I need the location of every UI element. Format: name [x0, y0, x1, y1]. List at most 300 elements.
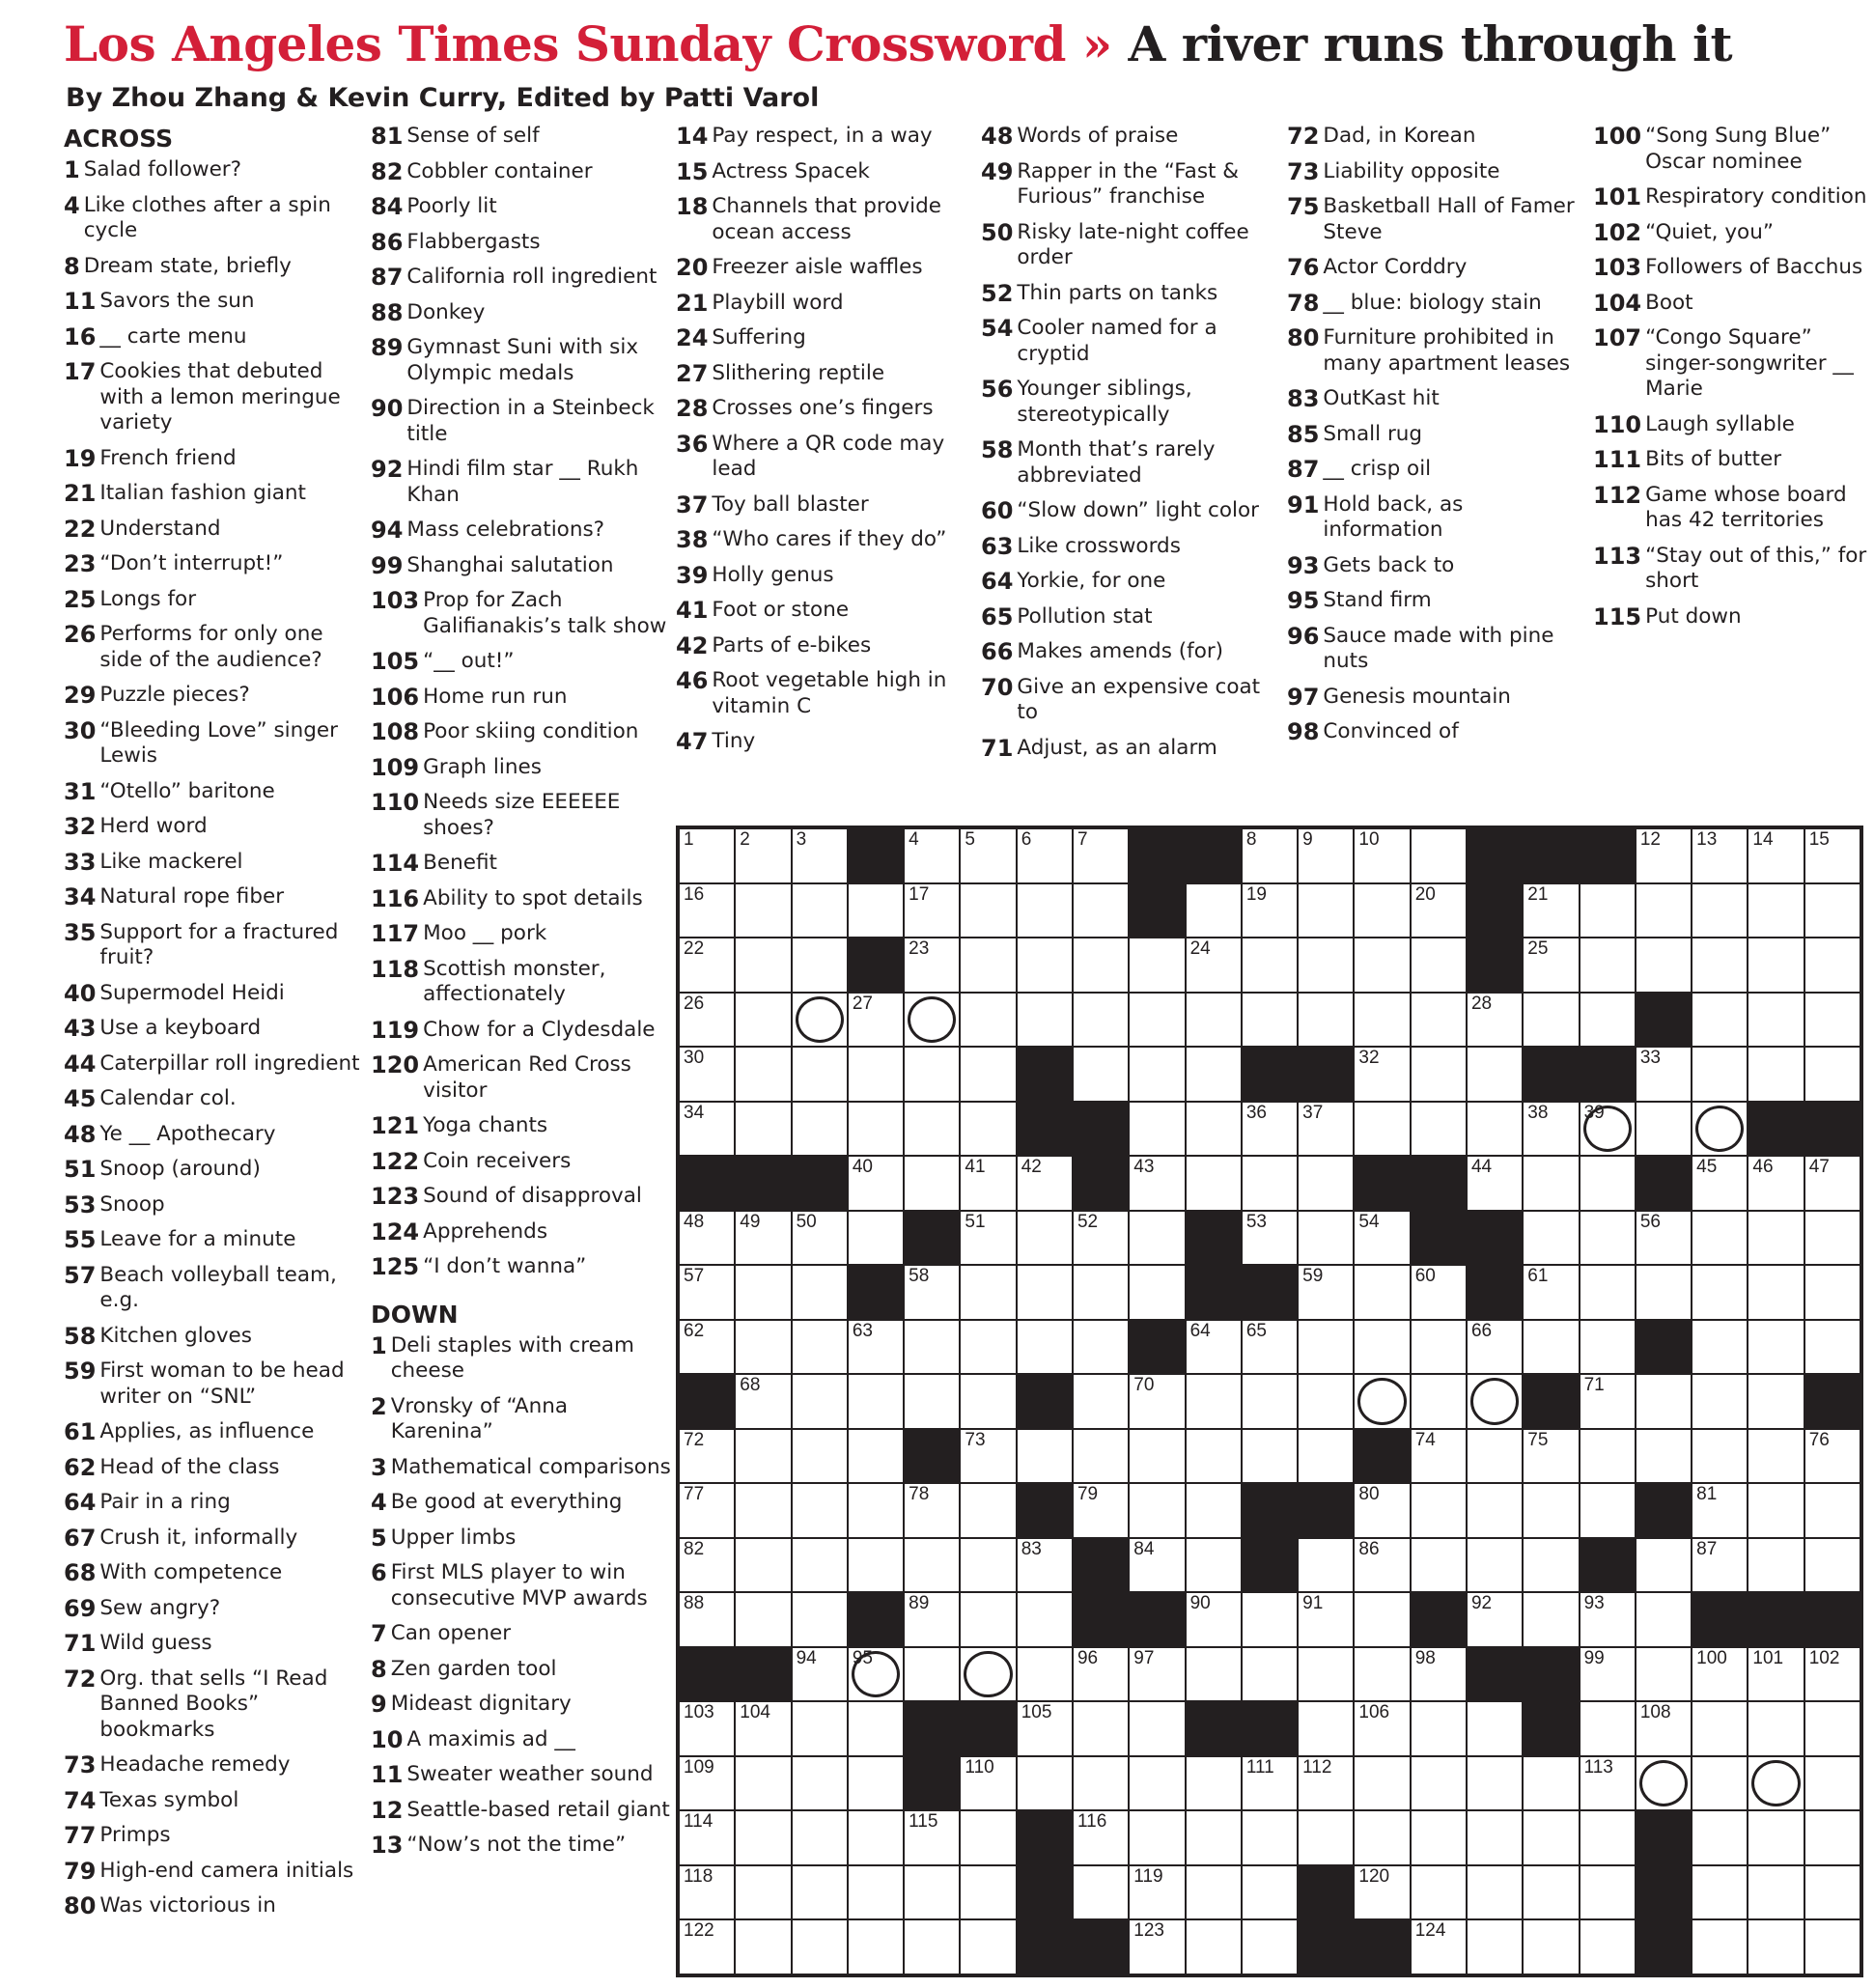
grid-cell[interactable] — [1748, 1865, 1804, 1920]
grid-cell[interactable] — [1073, 883, 1129, 938]
grid-cell[interactable] — [904, 883, 960, 938]
grid-cell[interactable] — [1748, 1211, 1804, 1266]
grid-cell[interactable] — [1523, 1483, 1579, 1538]
grid-cell[interactable] — [792, 1374, 848, 1429]
grid-cell[interactable] — [792, 828, 848, 883]
grid-cell[interactable] — [1636, 1047, 1692, 1102]
grid-cell[interactable] — [1411, 1865, 1467, 1920]
grid-cell[interactable] — [1186, 1865, 1242, 1920]
grid-cell[interactable] — [904, 1047, 960, 1102]
grid-cell[interactable] — [1636, 1538, 1692, 1593]
grid-cell[interactable] — [1804, 883, 1860, 938]
grid-cell[interactable] — [1580, 1919, 1636, 1974]
grid-cell[interactable] — [1354, 1211, 1410, 1266]
clue-item[interactable] — [64, 1560, 365, 1586]
grid-cell[interactable] — [1580, 1701, 1636, 1756]
grid-cell[interactable] — [848, 1374, 904, 1429]
grid-cell[interactable] — [792, 1483, 848, 1538]
clue-item[interactable] — [371, 1394, 672, 1445]
grid-cell[interactable] — [1129, 1865, 1185, 1920]
grid-cell[interactable] — [1636, 1211, 1692, 1266]
grid-cell[interactable] — [679, 1102, 735, 1157]
grid-cell[interactable] — [1580, 1756, 1636, 1811]
grid-cell[interactable] — [1467, 1592, 1523, 1647]
grid-cell[interactable] — [1467, 1701, 1523, 1756]
clue-item[interactable] — [371, 1184, 672, 1210]
clue-item[interactable] — [64, 1051, 365, 1078]
grid-cell[interactable] — [1467, 1756, 1523, 1811]
grid-cell[interactable] — [1467, 1429, 1523, 1484]
grid-cell[interactable] — [1017, 1538, 1073, 1593]
clue-item[interactable] — [676, 291, 977, 317]
grid-cell[interactable] — [1129, 938, 1185, 993]
clue-item[interactable] — [64, 157, 365, 183]
grid-cell[interactable] — [679, 1865, 735, 1920]
grid-cell[interactable] — [1748, 1538, 1804, 1593]
grid-cell[interactable] — [1186, 993, 1242, 1048]
grid-cell[interactable] — [960, 938, 1016, 993]
grid-cell[interactable] — [1580, 1429, 1636, 1484]
grid-cell[interactable] — [1523, 883, 1579, 938]
grid-cell[interactable] — [1411, 1647, 1467, 1702]
clue-item[interactable] — [371, 685, 672, 711]
grid-cell[interactable] — [1242, 828, 1298, 883]
grid-cell[interactable] — [1411, 938, 1467, 993]
grid-cell[interactable] — [1692, 1320, 1748, 1375]
grid-cell[interactable] — [679, 828, 735, 883]
grid-cell[interactable] — [1748, 993, 1804, 1048]
clue-item[interactable] — [676, 194, 977, 245]
grid-cell[interactable] — [1186, 1374, 1242, 1429]
grid-cell[interactable] — [1636, 1429, 1692, 1484]
clue-item[interactable] — [371, 1560, 672, 1611]
grid-cell[interactable] — [1186, 1592, 1242, 1647]
grid-cell[interactable] — [848, 1647, 904, 1702]
grid-cell[interactable] — [960, 1865, 1016, 1920]
grid-cell[interactable] — [1017, 1756, 1073, 1811]
grid-cell[interactable] — [1354, 938, 1410, 993]
grid-cell[interactable] — [1804, 1756, 1860, 1811]
clue-item[interactable] — [64, 850, 365, 876]
grid-cell[interactable] — [1017, 1211, 1073, 1266]
grid-cell[interactable] — [1467, 1865, 1523, 1920]
clue-item[interactable] — [981, 675, 1282, 726]
grid-cell[interactable] — [1467, 1374, 1523, 1429]
grid-cell[interactable] — [1242, 1810, 1298, 1865]
grid-cell[interactable] — [1804, 1320, 1860, 1375]
grid-cell[interactable] — [1298, 1701, 1354, 1756]
clue-item[interactable] — [64, 289, 365, 315]
clue-item[interactable] — [371, 1657, 672, 1683]
grid-cell[interactable] — [1748, 1756, 1804, 1811]
grid-cell[interactable] — [1692, 1647, 1748, 1702]
grid-cell[interactable] — [904, 1592, 960, 1647]
grid-cell[interactable] — [735, 883, 791, 938]
grid-cell[interactable] — [1017, 1265, 1073, 1320]
grid-cell[interactable] — [1298, 1211, 1354, 1266]
clue-item[interactable] — [371, 1149, 672, 1175]
grid-cell[interactable] — [1017, 993, 1073, 1048]
clue-item[interactable] — [371, 1254, 672, 1280]
grid-cell[interactable] — [1242, 1647, 1298, 1702]
clue-item[interactable] — [64, 884, 365, 910]
grid-cell[interactable] — [848, 993, 904, 1048]
grid-cell[interactable] — [1748, 1429, 1804, 1484]
clue-item[interactable] — [676, 325, 977, 351]
grid-cell[interactable] — [1580, 1374, 1636, 1429]
grid-cell[interactable] — [1186, 1810, 1242, 1865]
clue-item[interactable] — [1593, 604, 1873, 630]
clue-item[interactable] — [676, 396, 977, 422]
clue-item[interactable] — [1593, 447, 1873, 473]
grid-cell[interactable] — [1186, 1429, 1242, 1484]
grid-cell[interactable] — [1073, 1374, 1129, 1429]
grid-cell[interactable] — [1804, 993, 1860, 1048]
clue-item[interactable] — [371, 159, 672, 185]
grid-cell[interactable] — [1129, 1538, 1185, 1593]
clue-item[interactable] — [371, 921, 672, 947]
clue-item[interactable] — [1287, 685, 1588, 711]
clue-item[interactable] — [64, 481, 365, 507]
clue-item[interactable] — [371, 457, 672, 508]
grid-cell[interactable] — [1692, 1756, 1748, 1811]
clue-item[interactable] — [64, 1526, 365, 1552]
grid-cell[interactable] — [848, 1538, 904, 1593]
clue-item[interactable] — [371, 1455, 672, 1481]
grid-cell[interactable] — [848, 1483, 904, 1538]
grid-cell[interactable] — [1242, 1919, 1298, 1974]
grid-cell[interactable] — [1411, 1047, 1467, 1102]
grid-cell[interactable] — [1242, 883, 1298, 938]
grid-cell[interactable] — [1129, 1701, 1185, 1756]
grid-cell[interactable] — [1636, 1701, 1692, 1756]
grid-cell[interactable] — [792, 1429, 848, 1484]
grid-cell[interactable] — [1467, 1047, 1523, 1102]
grid-cell[interactable] — [960, 1320, 1016, 1375]
grid-cell[interactable] — [792, 1756, 848, 1811]
grid-cell[interactable] — [904, 1810, 960, 1865]
grid-cell[interactable] — [1073, 1865, 1129, 1920]
grid-cell[interactable] — [1748, 1320, 1804, 1375]
grid-cell[interactable] — [1804, 1156, 1860, 1211]
grid-cell[interactable] — [792, 1592, 848, 1647]
grid-cell[interactable] — [960, 1919, 1016, 1974]
grid-cell[interactable] — [1804, 1483, 1860, 1538]
grid-cell[interactable] — [848, 883, 904, 938]
clue-item[interactable] — [371, 886, 672, 912]
grid-cell[interactable] — [1748, 1156, 1804, 1211]
clue-item[interactable] — [64, 587, 365, 613]
grid-cell[interactable] — [1523, 1211, 1579, 1266]
grid-cell[interactable] — [792, 1810, 848, 1865]
clue-item[interactable] — [64, 517, 365, 543]
grid-cell[interactable] — [1354, 993, 1410, 1048]
grid-cell[interactable] — [1692, 1865, 1748, 1920]
grid-cell[interactable] — [1748, 1810, 1804, 1865]
clue-item[interactable] — [1287, 422, 1588, 448]
clue-item[interactable] — [981, 534, 1282, 560]
grid-cell[interactable] — [735, 1865, 791, 1920]
grid-cell[interactable] — [904, 1865, 960, 1920]
grid-cell[interactable] — [679, 1483, 735, 1538]
grid-cell[interactable] — [1298, 1102, 1354, 1157]
grid-cell[interactable] — [848, 1701, 904, 1756]
grid-cell[interactable] — [792, 1919, 848, 1974]
grid-cell[interactable] — [1186, 1156, 1242, 1211]
grid-cell[interactable] — [1073, 828, 1129, 883]
clue-item[interactable] — [1287, 719, 1588, 745]
grid-cell[interactable] — [1692, 1211, 1748, 1266]
clue-item[interactable] — [371, 1113, 672, 1139]
clue-item[interactable] — [371, 300, 672, 326]
grid-cell[interactable] — [1692, 883, 1748, 938]
grid-cell[interactable] — [735, 1810, 791, 1865]
grid-cell[interactable] — [735, 1265, 791, 1320]
grid-cell[interactable] — [904, 1156, 960, 1211]
grid-cell[interactable] — [1523, 1320, 1579, 1375]
grid-cell[interactable] — [1692, 993, 1748, 1048]
clue-item[interactable] — [64, 1324, 365, 1350]
clue-item[interactable] — [676, 598, 977, 624]
clue-item[interactable] — [981, 159, 1282, 210]
clue-item[interactable] — [1593, 412, 1873, 438]
grid-cell[interactable] — [1804, 1538, 1860, 1593]
grid-cell[interactable] — [848, 1429, 904, 1484]
grid-cell[interactable] — [792, 1265, 848, 1320]
grid-cell[interactable] — [1467, 1156, 1523, 1211]
grid-cell[interactable] — [1017, 1701, 1073, 1756]
grid-cell[interactable] — [848, 1211, 904, 1266]
grid-cell[interactable] — [904, 828, 960, 883]
grid-cell[interactable] — [1242, 1756, 1298, 1811]
grid-cell[interactable] — [1748, 1374, 1804, 1429]
clue-item[interactable] — [64, 1631, 365, 1657]
grid-cell[interactable] — [1523, 938, 1579, 993]
grid-cell[interactable] — [735, 1592, 791, 1647]
grid-cell[interactable] — [904, 1265, 960, 1320]
grid-cell[interactable] — [1411, 1429, 1467, 1484]
clue-item[interactable] — [64, 446, 365, 472]
grid-cell[interactable] — [1298, 1592, 1354, 1647]
grid-cell[interactable] — [1636, 1265, 1692, 1320]
clue-item[interactable] — [371, 194, 672, 220]
clue-item[interactable] — [981, 220, 1282, 271]
grid-cell[interactable] — [792, 1701, 848, 1756]
grid-cell[interactable] — [904, 938, 960, 993]
grid-cell[interactable] — [1129, 1429, 1185, 1484]
grid-cell[interactable] — [792, 1538, 848, 1593]
grid-cell[interactable] — [1523, 1538, 1579, 1593]
grid-cell[interactable] — [1073, 1647, 1129, 1702]
grid-cell[interactable] — [1411, 1919, 1467, 1974]
grid-cell[interactable] — [1636, 828, 1692, 883]
clue-item[interactable] — [676, 527, 977, 553]
grid-cell[interactable] — [1242, 938, 1298, 993]
grid-cell[interactable] — [1580, 1810, 1636, 1865]
grid-cell[interactable] — [1692, 1265, 1748, 1320]
clue-item[interactable] — [371, 335, 672, 386]
clue-item[interactable] — [676, 361, 977, 387]
grid-cell[interactable] — [1242, 1429, 1298, 1484]
grid-cell[interactable] — [1636, 1756, 1692, 1811]
clue-item[interactable] — [64, 1490, 365, 1516]
grid-cell[interactable] — [679, 938, 735, 993]
grid-cell[interactable] — [1242, 1320, 1298, 1375]
grid-cell[interactable] — [1017, 1320, 1073, 1375]
clue-item[interactable] — [371, 957, 672, 1008]
grid-cell[interactable] — [1073, 993, 1129, 1048]
grid-cell[interactable] — [1129, 1810, 1185, 1865]
grid-cell[interactable] — [1523, 1592, 1579, 1647]
clue-item[interactable] — [371, 1727, 672, 1753]
grid-cell[interactable] — [1411, 1320, 1467, 1375]
grid-cell[interactable] — [1298, 1538, 1354, 1593]
clue-item[interactable] — [371, 396, 672, 447]
grid-cell[interactable] — [1804, 1429, 1860, 1484]
grid-cell[interactable] — [792, 1865, 848, 1920]
grid-cell[interactable] — [1354, 1102, 1410, 1157]
clue-item[interactable] — [64, 814, 365, 840]
clue-item[interactable] — [981, 124, 1282, 150]
clue-item[interactable] — [371, 1490, 672, 1516]
grid-cell[interactable] — [1580, 1211, 1636, 1266]
clue-item[interactable] — [981, 639, 1282, 665]
grid-cell[interactable] — [1411, 1483, 1467, 1538]
clue-item[interactable] — [64, 1086, 365, 1112]
grid-cell[interactable] — [1580, 1156, 1636, 1211]
grid-cell[interactable] — [792, 993, 848, 1048]
grid-cell[interactable] — [1354, 1047, 1410, 1102]
grid-cell[interactable] — [1073, 1320, 1129, 1375]
clue-item[interactable] — [64, 779, 365, 805]
grid-cell[interactable] — [848, 1919, 904, 1974]
grid-cell[interactable] — [1298, 1429, 1354, 1484]
clue-item[interactable] — [64, 551, 365, 577]
clue-item[interactable] — [371, 790, 672, 841]
clue-item[interactable] — [64, 1419, 365, 1445]
clue-item[interactable] — [371, 265, 672, 291]
grid-cell[interactable] — [1804, 828, 1860, 883]
grid-cell[interactable] — [792, 1102, 848, 1157]
clue-item[interactable] — [64, 1666, 365, 1744]
clue-item[interactable] — [64, 981, 365, 1007]
clue-item[interactable] — [371, 1798, 672, 1824]
clue-item[interactable] — [64, 193, 365, 244]
grid-cell[interactable] — [904, 1320, 960, 1375]
grid-cell[interactable] — [679, 1756, 735, 1811]
clue-item[interactable] — [676, 668, 977, 719]
clue-item[interactable] — [64, 359, 365, 436]
grid-cell[interactable] — [1073, 1047, 1129, 1102]
clue-item[interactable] — [1593, 291, 1873, 317]
grid-cell[interactable] — [1017, 883, 1073, 938]
grid-cell[interactable] — [1242, 1156, 1298, 1211]
clue-item[interactable] — [981, 498, 1282, 524]
grid-cell[interactable] — [1692, 1374, 1748, 1429]
clue-item[interactable] — [1593, 255, 1873, 281]
grid-cell[interactable] — [1467, 1538, 1523, 1593]
grid-cell[interactable] — [1467, 1810, 1523, 1865]
clue-item[interactable] — [64, 1263, 365, 1314]
grid-cell[interactable] — [1523, 1156, 1579, 1211]
grid-cell[interactable] — [1804, 1919, 1860, 1974]
clue-item[interactable] — [1287, 588, 1588, 614]
grid-cell[interactable] — [735, 1756, 791, 1811]
grid-cell[interactable] — [1073, 1265, 1129, 1320]
grid-cell[interactable] — [1298, 938, 1354, 993]
grid-cell[interactable] — [1017, 1647, 1073, 1702]
grid-cell[interactable] — [1073, 938, 1129, 993]
clue-item[interactable] — [64, 1859, 365, 1885]
grid-cell[interactable] — [1017, 1156, 1073, 1211]
clue-item[interactable] — [64, 324, 365, 350]
grid-cell[interactable] — [1580, 993, 1636, 1048]
clue-item[interactable] — [64, 1893, 365, 1919]
clue-item[interactable] — [1287, 457, 1588, 483]
grid-cell[interactable] — [960, 1647, 1016, 1702]
grid-cell[interactable] — [904, 1538, 960, 1593]
grid-cell[interactable] — [1186, 1047, 1242, 1102]
grid-cell[interactable] — [735, 1374, 791, 1429]
grid-cell[interactable] — [1186, 1320, 1242, 1375]
grid-cell[interactable] — [735, 1102, 791, 1157]
grid-cell[interactable] — [1411, 1756, 1467, 1811]
grid-cell[interactable] — [1467, 1102, 1523, 1157]
grid-cell[interactable] — [1636, 1374, 1692, 1429]
grid-cell[interactable] — [1692, 938, 1748, 993]
grid-cell[interactable] — [735, 828, 791, 883]
clue-item[interactable] — [64, 1157, 365, 1183]
grid-cell[interactable] — [1354, 1810, 1410, 1865]
clue-item[interactable] — [371, 1621, 672, 1647]
grid-cell[interactable] — [960, 1538, 1016, 1593]
grid-cell[interactable] — [679, 1211, 735, 1266]
grid-cell[interactable] — [1692, 1429, 1748, 1484]
grid-cell[interactable] — [1580, 1320, 1636, 1375]
clue-item[interactable] — [1287, 291, 1588, 317]
grid-cell[interactable] — [1467, 1320, 1523, 1375]
grid-cell[interactable] — [1298, 1374, 1354, 1429]
grid-cell[interactable] — [1129, 1211, 1185, 1266]
grid-cell[interactable] — [1073, 1211, 1129, 1266]
grid-cell[interactable] — [1523, 1919, 1579, 1974]
grid-cell[interactable] — [960, 1429, 1016, 1484]
grid-cell[interactable] — [960, 1810, 1016, 1865]
grid-cell[interactable] — [848, 1320, 904, 1375]
grid-cell[interactable] — [1692, 1810, 1748, 1865]
clue-item[interactable] — [64, 1122, 365, 1148]
grid-cell[interactable] — [1580, 1865, 1636, 1920]
grid-cell[interactable] — [679, 1320, 735, 1375]
grid-cell[interactable] — [904, 1483, 960, 1538]
grid-cell[interactable] — [1692, 1919, 1748, 1974]
grid-cell[interactable] — [1242, 1211, 1298, 1266]
grid-cell[interactable] — [1804, 1810, 1860, 1865]
grid-cell[interactable] — [1073, 1701, 1129, 1756]
grid-cell[interactable] — [1354, 1647, 1410, 1702]
grid-cell[interactable] — [1580, 883, 1636, 938]
grid-cell[interactable] — [679, 1919, 735, 1974]
grid-cell[interactable] — [1523, 993, 1579, 1048]
grid-cell[interactable] — [735, 938, 791, 993]
clue-item[interactable] — [1593, 124, 1873, 175]
grid-cell[interactable] — [1804, 1265, 1860, 1320]
clue-item[interactable] — [1287, 492, 1588, 544]
grid-cell[interactable] — [1129, 1102, 1185, 1157]
grid-cell[interactable] — [1411, 1701, 1467, 1756]
grid-cell[interactable] — [679, 1810, 735, 1865]
grid-cell[interactable] — [1748, 1047, 1804, 1102]
